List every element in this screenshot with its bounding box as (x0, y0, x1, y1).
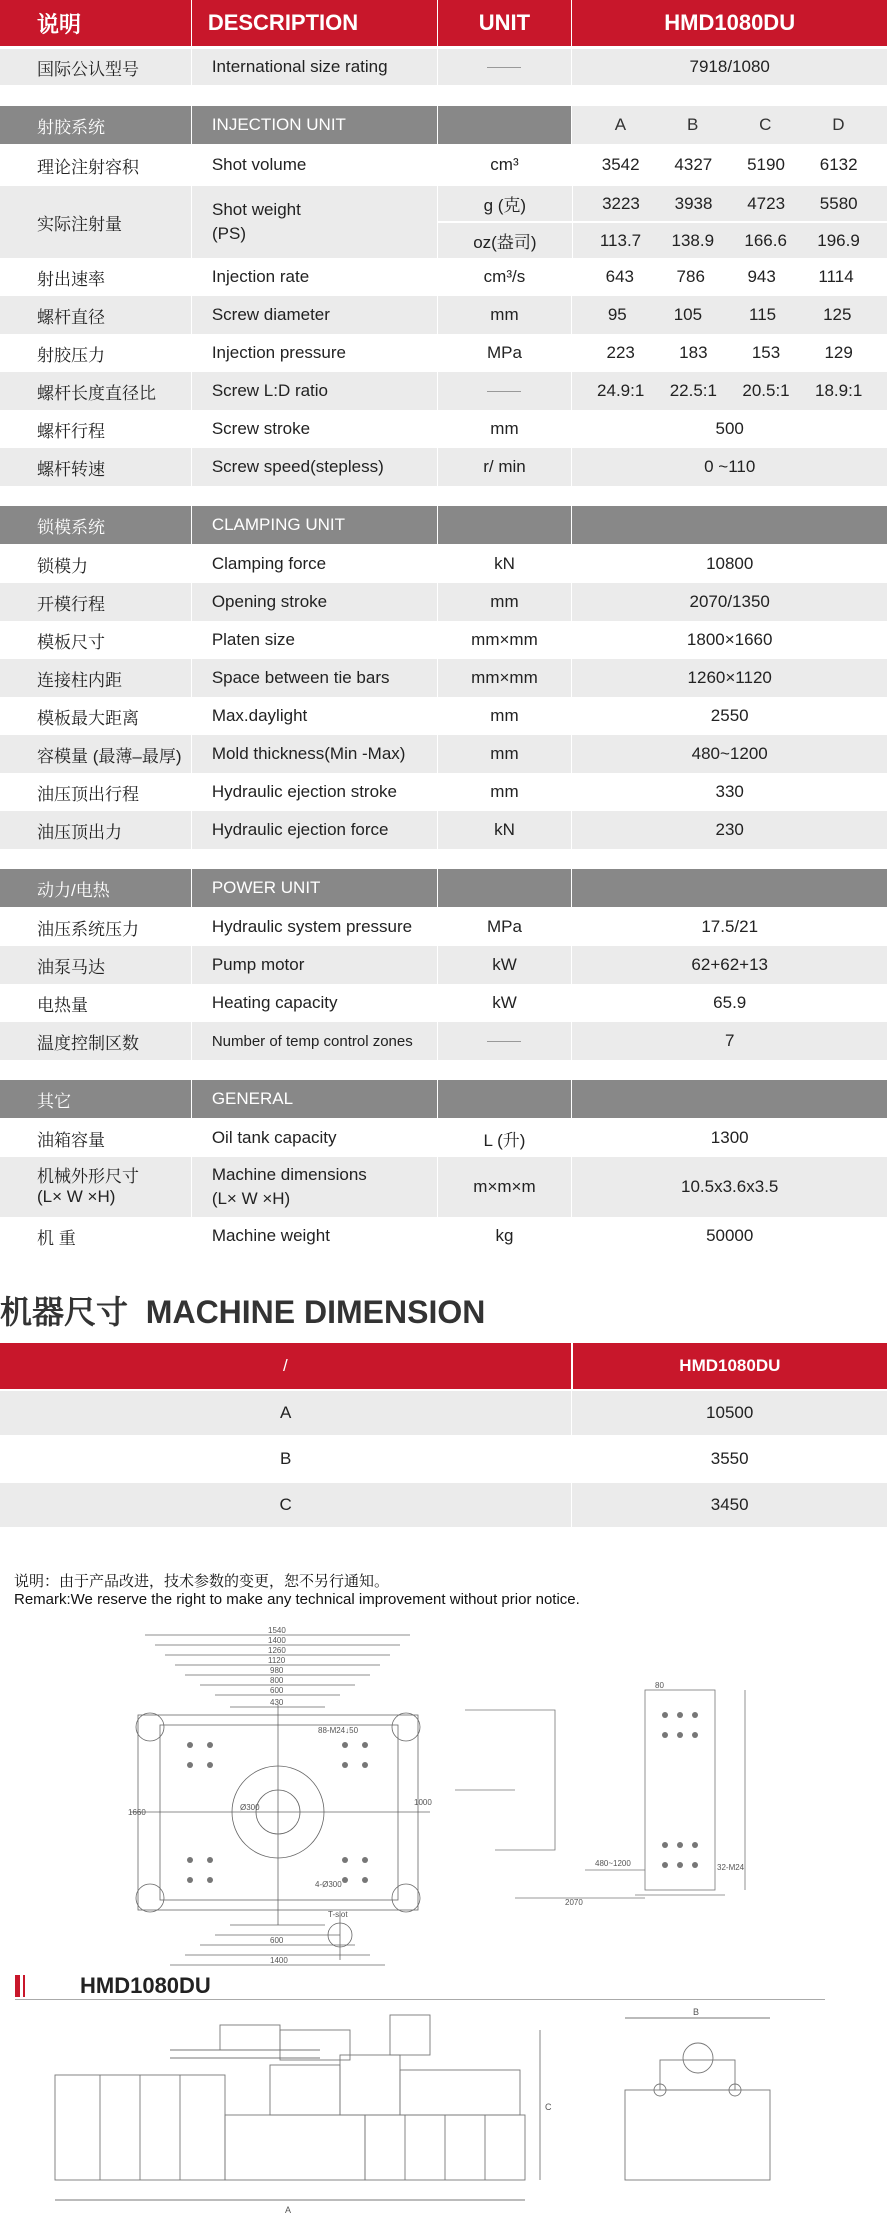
spec-header (0, 0, 887, 46)
model-marker-2 (23, 1975, 25, 1997)
spec-row-shot-volume: 理论注射容积 Shot volume cm³ 3542 4327 5190 6132 (0, 146, 887, 184)
side-drawing (455, 1681, 785, 1910)
spec-row-pump-motor: 油泵马达 Pump motor kW 62+62+13 (0, 946, 887, 984)
model-marker (15, 1975, 20, 1997)
spec-row-heating-capacity: 电热量 Heating capacity kW 65.9 (0, 984, 887, 1022)
svg-text:32-M24: 32-M24 (717, 1863, 745, 1872)
injection-screw-columns: A B C D (572, 106, 887, 144)
svg-text:1400: 1400 (268, 1636, 286, 1645)
svg-text:1660: 1660 (128, 1808, 146, 1817)
model-divider (15, 1999, 825, 2000)
spec-row-screw-diameter: 螺杆直径 Screw diameter mm 95 105 115 125 (0, 296, 887, 334)
dimension-row-a: A 10500 (0, 1391, 887, 1435)
general-section-header: 其它 GENERAL (0, 1080, 887, 1118)
spec-row-screw-speed: 螺杆转速 Screw speed(stepless) r/ min 0 ~110 (0, 448, 887, 486)
spec-row-machine-dimensions: 机械外形尺寸 (L× W ×H) Machine dimensions (L× W ×H) m×m×m 10.5x3.6x3.5 (0, 1157, 887, 1217)
spec-row-opening-stroke: 开模行程 Opening stroke mm 2070/1350 (0, 583, 887, 621)
spec-row-platen-size: 模板尺寸 Platen size mm×mm 1800×1660 (0, 621, 887, 659)
dimension-title: 机器尺寸 MACHINE DIMENSION (0, 1294, 486, 1330)
spec-row-injection-rate: 射出速率 Injection rate cm³/s 643 786 943 1114 (0, 258, 887, 296)
svg-text:2070: 2070 (565, 1898, 583, 1907)
svg-text:800: 800 (270, 1676, 284, 1685)
svg-text:600: 600 (270, 1936, 284, 1945)
spec-row-oil-tank: 油箱容量 Oil tank capacity L (升) 1300 (0, 1119, 887, 1157)
spec-row-mold-thickness: 容模量 (最薄–最厚) Mold thickness(Min -Max) mm 480~1200 (0, 735, 887, 773)
svg-text:4-Ø300: 4-Ø300 (315, 1880, 342, 1889)
svg-text:980: 980 (270, 1666, 284, 1675)
header-model: HMD1080DU (664, 10, 796, 35)
svg-text:1260: 1260 (268, 1646, 286, 1655)
spec-row-ld-ratio: 螺杆长度直径比 Screw L:D ratio 24.9:1 22.5:1 20.5:1 18.9:1 (0, 372, 887, 410)
remark-en: Remark:We reserve the right to make any technical improvement without prior notice. (14, 1591, 580, 1608)
svg-text:A: A (285, 2205, 292, 2215)
spec-row-screw-stroke: 螺杆行程 Screw stroke mm 500 (0, 410, 887, 448)
svg-text:88-M24↓50: 88-M24↓50 (318, 1726, 359, 1735)
dimension-header: / HMD1080DU (0, 1343, 887, 1389)
svg-text:1400: 1400 (270, 1956, 288, 1965)
spec-row-shot-weight: 实际注射量 Shot weight (PS) g (克) 3223 3938 4723 5580 oz(盎司) 113.7 138.9 166.6 196.9 (0, 186, 887, 258)
header-unit: UNIT (438, 0, 573, 46)
spec-row-ejection-force: 油压顶出力 Hydraulic ejection force kN 230 (0, 811, 887, 849)
svg-text:T-slot: T-slot (328, 1910, 348, 1919)
drawing-model-label: HMD1080DU (80, 1973, 211, 1998)
spec-row-injection-pressure: 射胶压力 Injection pressure MPa 223 183 153 129 (0, 334, 887, 372)
svg-text:B: B (693, 2007, 700, 2017)
clamping-section-header: 锁模系统 CLAMPING UNIT (0, 506, 887, 544)
injection-section-header: 射胶系统 INJECTION UNIT A B C D (0, 106, 887, 144)
power-section-header: 动力/电热 POWER UNIT (0, 869, 887, 907)
platen-drawing (130, 1615, 440, 1975)
spec-row-machine-weight: 机 重 Machine weight kg 50000 (0, 1217, 887, 1255)
svg-text:430: 430 (270, 1698, 284, 1707)
svg-text:1000: 1000 (414, 1798, 432, 1807)
spec-row-max-daylight: 模板最大距离 Max.daylight mm 2550 (0, 697, 887, 735)
svg-text:80: 80 (655, 1681, 664, 1690)
spec-row-tie-bars: 连接柱内距 Space between tie bars mm×mm 1260×1120 (0, 659, 887, 697)
spec-row-hydraulic-pressure: 油压系统压力 Hydraulic system pressure MPa 17.5/21 (0, 908, 887, 946)
dimension-row-c: C 3450 (0, 1483, 887, 1527)
dimension-row-b: B 3550 (0, 1437, 887, 1481)
machine-front-drawing (40, 2010, 580, 2220)
svg-text:1540: 1540 (268, 1626, 286, 1635)
spec-row-ejection-stroke: 油压顶出行程 Hydraulic ejection stroke mm 330 (0, 773, 887, 811)
spec-row-temp-zones: 温度控制区数 Number of temp control zones 7 (0, 1022, 887, 1060)
svg-text:480~1200: 480~1200 (595, 1859, 631, 1868)
svg-text:C: C (545, 2102, 552, 2112)
svg-text:600: 600 (270, 1686, 284, 1695)
machine-end-drawing (620, 2007, 790, 2220)
remark-cn: 说明：由于产品改进，技术参数的变更，恕不另行通知。 (14, 1573, 390, 1590)
header-description-en: DESCRIPTION (192, 0, 438, 46)
svg-text:Ø300: Ø300 (240, 1803, 260, 1812)
header-description-cn: 说明 (0, 0, 192, 46)
spec-row-clamping-force: 锁模力 Clamping force kN 10800 (0, 545, 887, 583)
rating-row: 国际公认型号 International size rating 7918/1080 (0, 49, 887, 85)
svg-text:1120: 1120 (268, 1656, 286, 1665)
